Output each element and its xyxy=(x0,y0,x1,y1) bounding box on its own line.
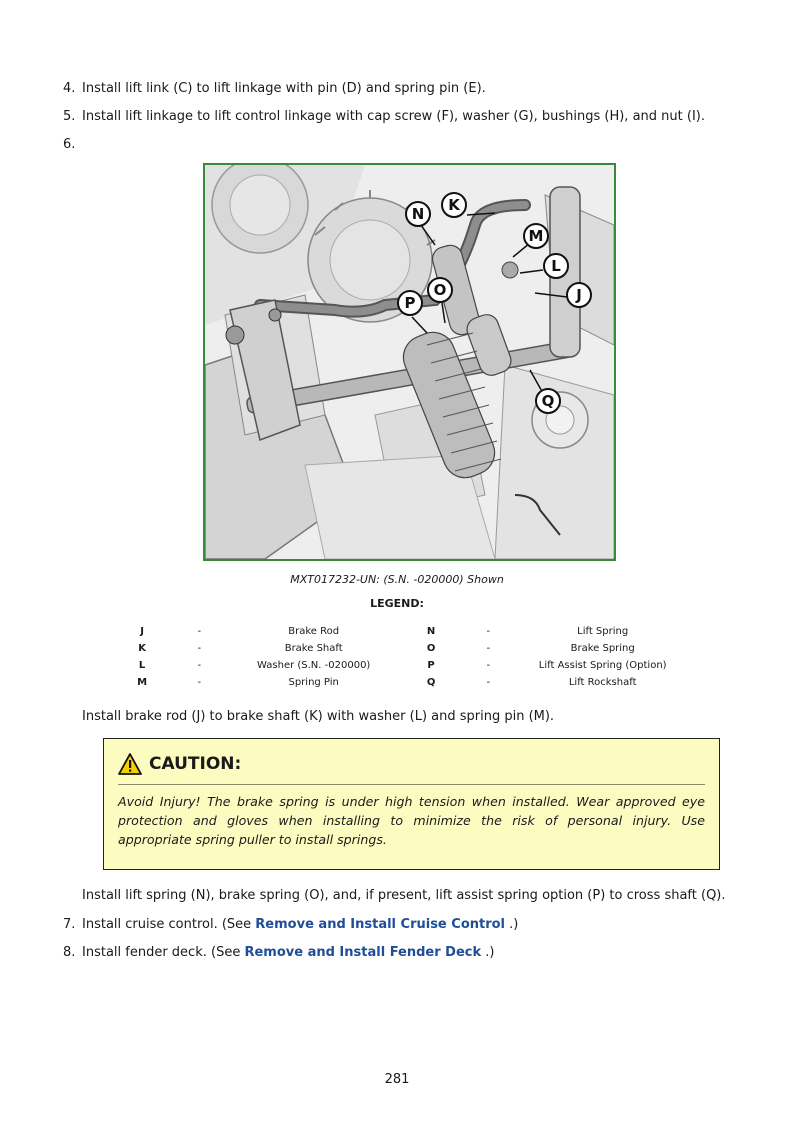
svg-text:O: O xyxy=(433,281,447,299)
svg-text:L: L xyxy=(551,257,561,275)
svg-text:M: M xyxy=(528,227,544,245)
step-text: Install lift linkage to lift control linkage with cap screw (F), washer (G), bushings (H), and nut (I). xyxy=(82,109,705,124)
legend-dash: - xyxy=(486,643,491,654)
legend-row xyxy=(112,623,690,640)
step-8 xyxy=(63,944,494,962)
step-text: Install lift link (C) to lift linkage with pin (D) and spring pin (E). xyxy=(82,81,486,96)
link-fender-deck[interactable]: Remove and Install Fender Deck xyxy=(244,945,482,960)
callout-k xyxy=(442,193,466,217)
legend-title: LEGEND: xyxy=(370,597,424,610)
step-number: 7. xyxy=(63,917,76,932)
legend-row xyxy=(112,657,690,674)
legend-letter: J xyxy=(140,626,144,637)
caution-title: CAUTION: xyxy=(149,754,242,774)
caution-box xyxy=(103,738,720,870)
step-number: 4. xyxy=(63,81,76,96)
step-number: 8. xyxy=(63,945,76,960)
legend-description: Lift Spring xyxy=(577,626,629,637)
callout-j xyxy=(567,283,591,307)
legend-description: Brake Rod xyxy=(288,626,340,637)
warning-triangle-icon xyxy=(118,753,142,775)
svg-text:K: K xyxy=(448,196,460,214)
legend-description: Brake Spring xyxy=(570,643,635,654)
callout-o xyxy=(428,278,452,302)
legend-dash: - xyxy=(486,677,491,688)
step-text: Install fender deck. (See Remove and Install Fender Deck .) xyxy=(82,945,495,960)
step-number: 6. xyxy=(63,137,76,152)
legend-letter: Q xyxy=(426,677,436,688)
legend-dash: - xyxy=(197,626,202,637)
legend-letter: K xyxy=(138,643,146,654)
legend-letter: M xyxy=(137,677,148,688)
svg-text:Q: Q xyxy=(541,392,555,410)
callout-p xyxy=(398,291,422,315)
legend-description: Lift Rockshaft xyxy=(568,677,637,688)
step-6 xyxy=(63,136,82,154)
legend-dash: - xyxy=(197,643,202,654)
brake-assembly-illustration xyxy=(203,163,616,561)
callout-l xyxy=(544,254,568,278)
svg-text:N: N xyxy=(411,205,425,223)
svg-text:P: P xyxy=(404,294,416,312)
legend-table xyxy=(112,623,690,691)
callout-q xyxy=(536,389,560,413)
legend-dash: - xyxy=(486,660,491,671)
legend-description: Brake Shaft xyxy=(284,643,343,654)
figure-caption: MXT017232-UN: (S.N. -020000) Shown xyxy=(290,573,504,586)
link-cruise-control[interactable]: Remove and Install Cruise Control xyxy=(255,917,506,932)
step-number: 5. xyxy=(63,109,76,124)
legend-letter: P xyxy=(427,660,435,671)
legend-row xyxy=(112,674,690,691)
legend-letter: N xyxy=(426,626,436,637)
legend-letter: L xyxy=(138,660,146,671)
callout-n xyxy=(406,202,430,226)
legend-description: Lift Assist Spring (Option) xyxy=(538,660,667,671)
step-7 xyxy=(63,916,518,934)
caution-text: Avoid Injury! The brake spring is under high tension when installed. Wear approved eye protection and gloves when installing to minimize the risk of personal injury. Use appropriate spring puller to install springs. xyxy=(118,794,705,847)
caution-divider xyxy=(118,784,705,785)
svg-text:J: J xyxy=(576,286,582,304)
callout-m xyxy=(524,224,548,248)
legend-dash: - xyxy=(197,677,202,688)
legend-dash: - xyxy=(197,660,202,671)
instruction-brake-rod: Install brake rod (J) to brake shaft (K) with washer (L) and spring pin (M). xyxy=(82,709,555,724)
legend-row xyxy=(112,640,690,657)
legend-description: Washer (S.N. -020000) xyxy=(257,660,371,671)
step-text: Install cruise control. (See Remove and Install Cruise Control .) xyxy=(82,917,519,932)
step-5 xyxy=(63,108,705,126)
page-number: 281 xyxy=(384,1072,410,1087)
legend-letter: O xyxy=(426,643,436,654)
legend-dash: - xyxy=(486,626,491,637)
instruction-springs: Install lift spring (N), brake spring (O), and, if present, lift assist spring option (P) to cross shaft (Q). xyxy=(82,888,726,903)
legend-description: Spring Pin xyxy=(288,677,339,688)
caution-header xyxy=(118,753,241,775)
step-4 xyxy=(63,80,486,98)
